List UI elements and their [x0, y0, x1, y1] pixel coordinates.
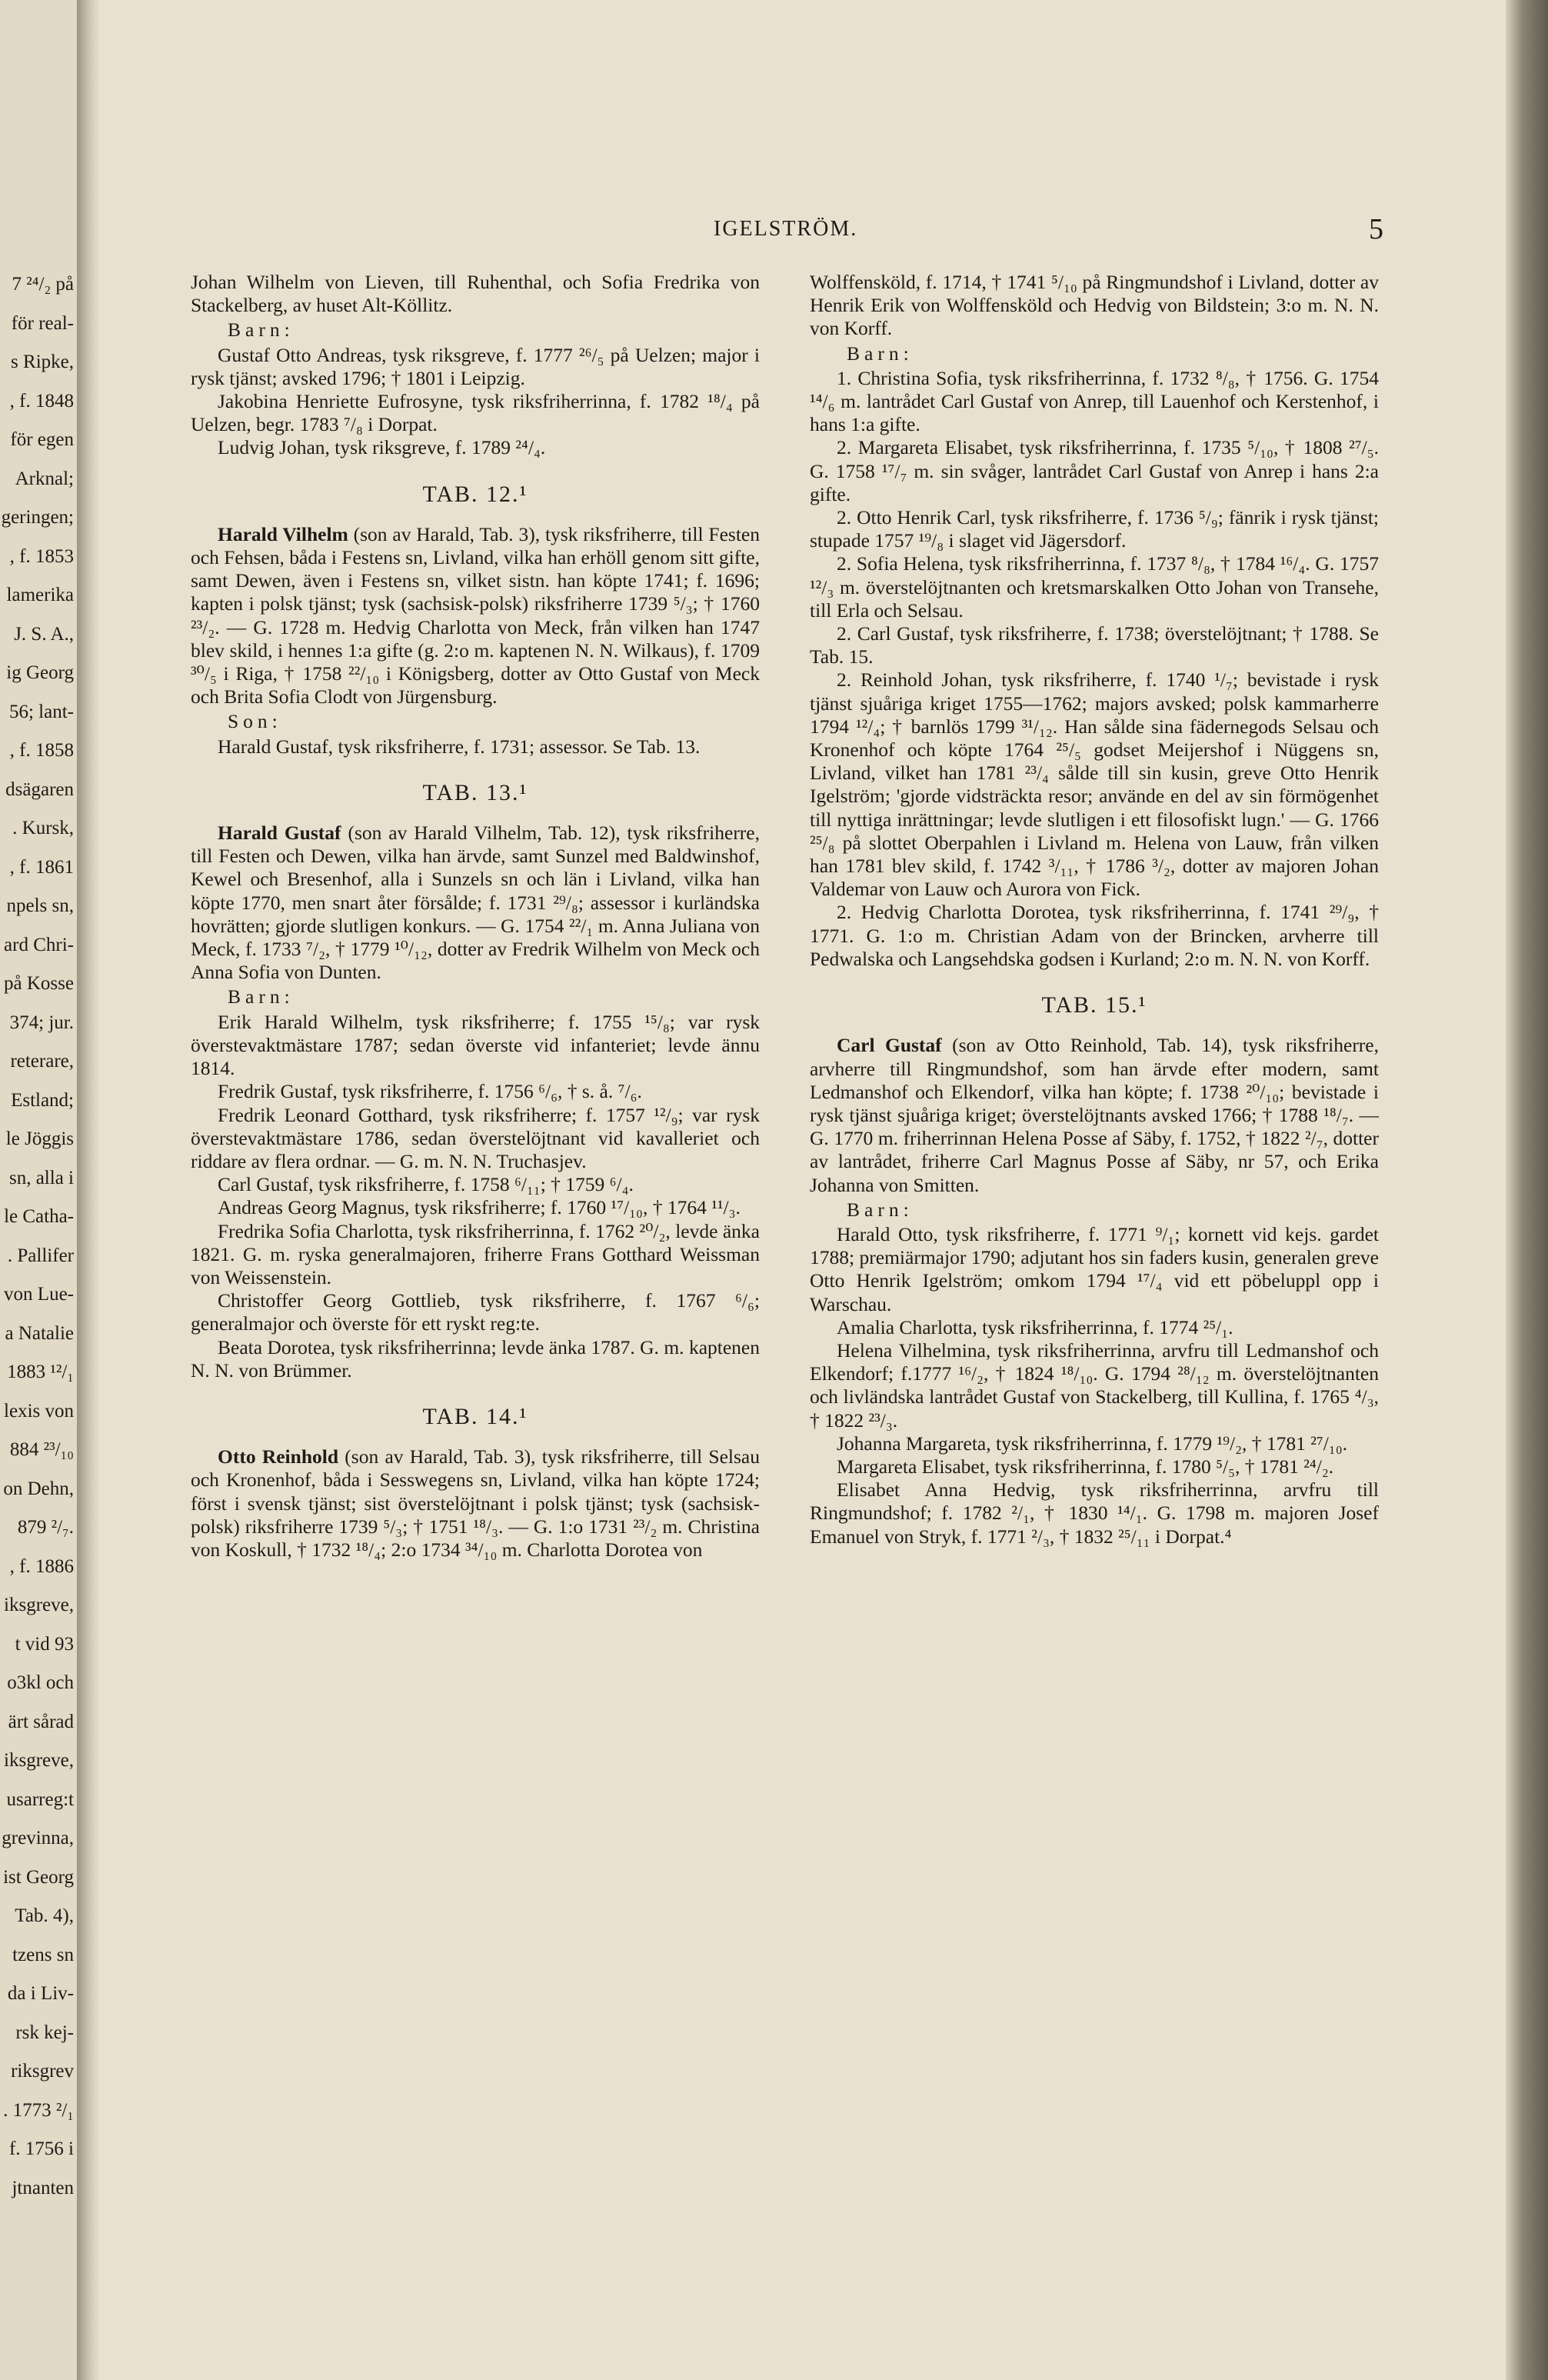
- paragraph-text: Wolffensköld, f. 1714, † 1741 ⁵/₁₀ på Ringmundshof i Livland, dotter av Henrik Erik von Wolffensköld och Hedvig von Bildstein; 3:o m. N. N. von Korff.: [810, 271, 1379, 340]
- book-page: [98, 0, 1506, 2380]
- paragraph-text: Fredrik Leonard Gotthard, tysk riksfriherre; f. 1757 ¹²/₉; var rysk överstevaktmästare 1786, sedan överstelöjtnant vid kavalleriet och riddare av flera ordnar. — G. m. N. N. Truchasjev.: [191, 1103, 760, 1172]
- genealogy-paragraph: [191, 271, 760, 317]
- genealogy-paragraph: [191, 735, 760, 758]
- page-edge: [1506, 0, 1548, 2380]
- genealogy-paragraph: [810, 1223, 1379, 1316]
- paragraph-text: Erik Harald Wilhelm, tysk riksfriherre; f. 1755 ¹⁵/₈; var rysk överstevaktmästare 1787; sedan överste vid infanteriet; levde ännu 1814.: [191, 1010, 760, 1080]
- running-header: IGELSTRÖM.: [714, 217, 858, 241]
- genealogy-paragraph: [810, 1316, 1379, 1339]
- adjacent-page-text: . Pallifer: [7, 1245, 74, 1266]
- adjacent-page-text: ard Chri-: [4, 934, 74, 955]
- adjacent-page-text: Arknal;: [15, 468, 74, 489]
- adjacent-page-text: , f. 1853: [9, 545, 74, 567]
- adjacent-page-text: , f. 1886: [9, 1555, 74, 1577]
- adjacent-page-text: le Jöggis: [5, 1128, 74, 1149]
- person-name: Harald Vilhelm: [218, 522, 348, 545]
- genealogy-paragraph: [191, 822, 760, 984]
- adjacent-page-text: s Ripke,: [11, 352, 74, 372]
- genealogy-paragraph: [810, 552, 1379, 622]
- left-column: [191, 271, 760, 1562]
- adjacent-page-text: lexis von: [4, 1400, 74, 1422]
- paragraph-text: 2. Reinhold Johan, tysk riksfriherre, f. 1740 ¹/₇; bevistade i rysk tjänst sjuåriga kriget 1755—1762; majors avsked; polsk kammarherre 1794 ¹²/₄; † barnlös 1799 ³¹/₁₂. Han sålde sina fädernegods Selsau och Kronenhof och köpte 1764 ²⁵/₅ godset Meijershof i Nüggens sn, Livland, vilket han 1781 ²³/₄ sålde till sin kusin, greve Otto Henrik Igelström; 'gjorde vidsträckta resor; använde en del av sin förmögenhet till nyttiga inrättningar; levde slutligen i ett filosofiskt lugn.' — G. 1766 ²⁵/₈ på slottet Oberpahlen i Livland m. Helena von Lauw, från vilken han 1781 blev skild, f. 1742 ³/₁₁, † 1786 ³/₂, dotter av majoren Johan Valdemar von Lauw och Aurora von Fick.: [810, 668, 1379, 901]
- adjacent-page-text: . Kursk,: [12, 818, 74, 838]
- genealogy-paragraph: [191, 1080, 760, 1103]
- genealogy-paragraph: [191, 1173, 760, 1196]
- genealogy-paragraph: [191, 344, 760, 390]
- children-subheading: Barn:: [847, 342, 914, 365]
- adjacent-page-text: , f. 1861: [9, 856, 74, 878]
- adjacent-page-text: reterare,: [10, 1051, 74, 1072]
- adjacent-page-text: a Natalie: [5, 1322, 74, 1344]
- paragraph-text: 1. Christina Sofia, tysk riksfriherrinna, f. 1732 ⁸/₈, † 1756. G. 1754 ¹⁴/₆ m. lantrådet Carl Gustaf von Anrep, till Lauenhof och Kerstenhof, i hans 1:a gifte.: [810, 366, 1379, 436]
- page-number: 5: [1369, 213, 1383, 245]
- genealogy-paragraph: [810, 901, 1379, 971]
- paragraph-text: Gustaf Otto Andreas, tysk riksgreve, f. 1777 ²⁶/₅ på Uelzen; major i rysk tjänst; avsked 1796; † 1801 i Leipzig.: [191, 343, 760, 389]
- adjacent-page-text: 1883 ¹²/₁: [7, 1362, 74, 1382]
- genealogy-paragraph: [810, 436, 1379, 506]
- paragraph-text: Fredrika Sofia Charlotta, tysk riksfriherrinna, f. 1762 ²⁰/₂, levde änka 1821. G. m. ryska generalmajoren, friherre Frans Gotthard Weissman von Weissenstein.: [191, 1219, 760, 1288]
- adjacent-page-text: geringen;: [1, 507, 74, 528]
- adjacent-page-text: 879 ²/₇.: [17, 1517, 74, 1538]
- genealogy-paragraph: [191, 436, 760, 459]
- table-heading: TAB. 12.¹: [422, 481, 528, 507]
- adjacent-page-text: ist Georg: [3, 1866, 74, 1888]
- adjacent-page-text: lamerika: [6, 585, 74, 605]
- adjacent-page-text: 7 ²⁴/₂ på: [12, 274, 74, 295]
- paragraph-text: 2. Hedvig Charlotta Dorotea, tysk riksfriherrinna, f. 1741 ²⁹/₉, † 1771. G. 1:o m. Christian Adam von der Brincken, arvherre till Pedwalska och Langsehdska godsen i Kurland; 2:o m. N. N. von Korff.: [810, 901, 1379, 970]
- adjacent-page-text: för real-: [11, 312, 74, 334]
- adjacent-page-text: usarreg:t: [6, 1788, 74, 1810]
- adjacent-page-text: 374; jur.: [9, 1012, 74, 1033]
- adjacent-page-text: iksgreve,: [4, 1595, 74, 1615]
- table-heading: TAB. 14.¹: [422, 1403, 528, 1429]
- adjacent-page-text: Tab. 4),: [15, 1905, 74, 1926]
- adjacent-page-text: o3kl och: [7, 1672, 74, 1693]
- right-column: [810, 271, 1379, 1548]
- paragraph-text: 2. Sofia Helena, tysk riksfriherrinna, f. 1737 ⁸/₈, † 1784 ¹⁶/₄. G. 1757 ¹²/₃ m. överstelöjtnanten och kretsmarskalken Otto Johan von Transehe, till Erla och Selsau.: [810, 552, 1379, 622]
- adjacent-page-text: rsk kej-: [15, 2022, 74, 2043]
- paragraph-text: Carl Gustaf, tysk riksfriherre, f. 1758 ⁶/₁₁; † 1759 ⁶/₄.: [218, 1173, 634, 1196]
- paragraph-text: 2. Margareta Elisabet, tysk riksfriherrinna, f. 1735 ⁵/₁₀, † 1808 ²⁷/₅. G. 1758 ¹⁷/₇ m. sin svåger, lantrådet Carl Gustaf von Anrep i hans 2:a gifte.: [810, 436, 1379, 505]
- children-subheading: Barn:: [228, 985, 295, 1008]
- paragraph-text: 2. Otto Henrik Carl, tysk riksfriherre, f. 1736 ⁵/₉; fänrik i rysk tjänst; stupade 1757 ¹⁹/₈ i slaget vid Jägersdorf.: [810, 506, 1379, 552]
- genealogy-paragraph: [191, 523, 760, 709]
- paragraph-text: Jakobina Henriette Eufrosyne, tysk riksfriherrinna, f. 1782 ¹⁸/₄ på Uelzen, begr. 1783 ⁷/₈ i Dorpat.: [191, 390, 760, 436]
- genealogy-paragraph: [810, 1455, 1379, 1478]
- person-name: Harald Gustaf: [218, 822, 341, 845]
- adjacent-page-text: ig Georg: [6, 662, 74, 683]
- genealogy-paragraph: [810, 1034, 1379, 1196]
- person-name: Carl Gustaf: [837, 1034, 942, 1057]
- genealogy-paragraph: [810, 622, 1379, 668]
- adjacent-page-text: 56; lant-: [8, 701, 74, 722]
- adjacent-page-text: da i Liv-: [7, 1983, 74, 2004]
- adjacent-page-text: jtnanten: [12, 2177, 74, 2198]
- genealogy-paragraph: [191, 390, 760, 436]
- paragraph-text: Johan Wilhelm von Lieven, till Ruhenthal, och Sofia Fredrika von Stackelberg, av huset Alt-Köllitz.: [191, 271, 760, 317]
- genealogy-paragraph: [191, 1445, 760, 1562]
- book-gutter: [77, 0, 98, 2380]
- genealogy-paragraph: [191, 1220, 760, 1290]
- adjacent-page-text: 884 ²³/₁₀: [9, 1439, 74, 1460]
- adjacent-page-text: le Catha-: [4, 1206, 74, 1227]
- genealogy-paragraph: [191, 1289, 760, 1335]
- adjacent-page-text: , f. 1858: [9, 740, 74, 761]
- adjacent-page-text: on Dehn,: [3, 1478, 74, 1499]
- adjacent-page-text: iksgreve,: [4, 1750, 74, 1771]
- paragraph-text: Ludvig Johan, tysk riksgreve, f. 1789 ²⁴/₄.: [218, 436, 546, 459]
- adjacent-page-text: ärt sårad: [8, 1711, 74, 1732]
- person-name: Otto Reinhold: [218, 1445, 339, 1468]
- paragraph-text: (son av Otto Reinhold, Tab. 14), tysk riksfriherre, arvherre till Ringmundshof, som han ärvde efter modern, samt Ledmanshof och Elkendorf, vilka han köpte; f. 1738 ²⁰/₁₀; bevistade i rysk tjänst sjuåriga kriget; överstelöjtnants avsked 1766; † 1788 ¹⁸/₇. — G. 1770 m. friherrinnan Helena Posse af Säby, f. 1752, † 1822 ²/₇, dotter av lantrådet, friherre Carl Magnus Posse af Säby, nr 57, och Erika Johanna von Smitten.: [810, 1034, 1379, 1196]
- adjacent-page-text: von Lue-: [4, 1284, 74, 1305]
- children-subheading: Barn:: [228, 318, 295, 342]
- adjacent-page-text: J. S. A.,: [14, 623, 74, 645]
- genealogy-paragraph: [191, 1104, 760, 1174]
- adjacent-page-text: t vid 93: [15, 1633, 74, 1655]
- genealogy-paragraph: [810, 367, 1379, 437]
- paragraph-text: 2. Carl Gustaf, tysk riksfriherre, f. 1738; överstelöjtnant; † 1788. Se Tab. 15.: [810, 622, 1379, 668]
- adjacent-page-text: på Kosse: [4, 973, 74, 994]
- paragraph-text: Johanna Margareta, tysk riksfriherrinna, f. 1779 ¹⁹/₂, † 1781 ²⁷/₁₀.: [837, 1432, 1348, 1455]
- paragraph-text: (son av Harald Vilhelm, Tab. 12), tysk riksfriherre, till Festen och Dewen, vilka han ärvde, samt Sunzel med Baldwinshof, Kewel och Bresenhof, alla i Sunzels sn och län i Livland, vilka han köpte 1770, men snart åter försålde; f. 1731 ²⁹/₈; assessor i kurländska hovrätten; gjorde slutligen konkurs. — G. 1754 ²²/₁ m. Anna Juliana von Meck, f. 1733 ⁷/₂, † 1779 ¹⁰/₁₂, dotter av Fredrik Wilhelm von Meck och Anna Sofia von Dunten.: [191, 822, 760, 984]
- adjacent-page-text: f. 1756 i: [8, 2138, 74, 2159]
- paragraph-text: (son av Harald, Tab. 3), tysk riksfriherre, till Festen och Fehsen, båda i Festens sn, Livland, vilka han erhöll genom sitt gifte, samt Dewen, även i Festens sn, vilket sistn. han köpte 1741; f. 1696; kapten i polsk tjänst; tysk (sachsisk-polsk) riksfriherre 1739 ⁵/₃; † 1760 ²³/₂. — G. 1728 m. Hedvig Charlotta von Meck, från vilken han 1747 blev skild, i hennes 1:a gifte (g. 2:o m. kaptenen N. N. Wilkaus), f. 1709 ³⁰/₅ i Riga, † 1758 ²²/₁₀ i Königsberg, dotter av Otto Gustaf von Meck och Brita Sofia Clodt von Jürgensburg.: [191, 522, 760, 708]
- adjacent-page-text: . 1773 ²/₁: [3, 2099, 74, 2121]
- paragraph-text: Amalia Charlotta, tysk riksfriherrinna, f. 1774 ²⁵/₁.: [837, 1315, 1233, 1338]
- genealogy-paragraph: [810, 668, 1379, 901]
- genealogy-paragraph: [191, 1196, 760, 1219]
- adjacent-page-text: grevinna,: [2, 1828, 74, 1848]
- genealogy-paragraph: [810, 271, 1379, 341]
- genealogy-paragraph: [810, 1339, 1379, 1432]
- adjacent-page-text: , f. 1848: [9, 390, 74, 412]
- table-heading: TAB. 13.¹: [422, 779, 528, 805]
- adjacent-page-text: npels sn,: [6, 895, 74, 916]
- adjacent-page-text: Estland;: [11, 1089, 74, 1111]
- children-subheading: Barn:: [847, 1198, 914, 1221]
- adjacent-page-text: för egen: [10, 429, 74, 450]
- children-subheading: Son:: [228, 710, 282, 733]
- genealogy-paragraph: [191, 1336, 760, 1382]
- paragraph-text: (son av Harald, Tab. 3), tysk riksfriherre, till Selsau och Kronenhof, båda i Sesswegens sn, Livland, vilka han köpte 1724; först i svensk tjänst; sist överstelöjtnant i polsk tjänst; tysk (sachsisk-polsk) riksfriherre 1739 ⁵/₃; † 1751 ¹⁸/₃. — G. 1:o 1731 ²³/₂ m. Christina von Koskull, † 1732 ¹⁸/₄; 2:o 1734 ³⁴/₁₀ m. Charlotta Dorotea von: [191, 1445, 760, 1561]
- paragraph-text: Helena Vilhelmina, tysk riksfriherrinna, arvfru till Ledmanshof och Elkendorf; f.1777 ¹⁶/₂, † 1824 ¹⁸/₁₀. G. 1794 ²⁸/₁₂ m. överstelöjtnanten och livländska lantrådet Gustaf von Stackelberg, till Kullina, f. 1765 ⁴/₃, † 1822 ²³/₃.: [810, 1338, 1379, 1432]
- adjacent-page-text: sn, alla i: [8, 1167, 74, 1188]
- paragraph-text: Andreas Georg Magnus, tysk riksfriherre; f. 1760 ¹⁷/₁₀, † 1764 ¹¹/₃.: [218, 1196, 741, 1219]
- genealogy-paragraph: [810, 1478, 1379, 1548]
- paragraph-text: Fredrik Gustaf, tysk riksfriherre, f. 1756 ⁶/₆, † s. å. ⁷/₆.: [218, 1080, 642, 1103]
- genealogy-paragraph: [191, 1011, 760, 1081]
- table-heading: TAB. 15.¹: [1041, 992, 1147, 1018]
- genealogy-paragraph: [810, 506, 1379, 552]
- paragraph-text: Harald Gustaf, tysk riksfriherre, f. 1731; assessor. Se Tab. 13.: [218, 735, 701, 758]
- adjacent-page-fragment: [0, 0, 77, 2380]
- paragraph-text: Beata Dorotea, tysk riksfriherrinna; levde änka 1787. G. m. kaptenen N. N. von Brümmer.: [191, 1335, 760, 1382]
- paragraph-text: Margareta Elisabet, tysk riksfriherrinna, f. 1780 ⁵/₅, † 1781 ²⁴/₂.: [837, 1455, 1334, 1478]
- adjacent-page-text: tzens sn: [12, 1944, 74, 1965]
- paragraph-text: Elisabet Anna Hedvig, tysk riksfriherrinna, arvfru till Ringmundshof; f. 1782 ²/₁, † 1830 ¹⁴/₁. G. 1798 m. majoren Josef Emanuel von Stryk, f. 1771 ²/₃, † 1832 ²⁵/₁₁ i Dorpat.⁴: [810, 1478, 1379, 1548]
- paragraph-text: Christoffer Georg Gottlieb, tysk riksfriherre, f. 1767 ⁶/₆; generalmajor och överste för ett ryskt reg:te.: [191, 1289, 760, 1335]
- paragraph-text: Harald Otto, tysk riksfriherre, f. 1771 ⁹/₁; kornett vid kejs. gardet 1788; premiärmajor 1790; adjutant hos sin faders kusin, generalen greve Otto Henrik Igelström; omkom 1794 ¹⁷/₄ vid ett pöbeluppl opp i Warschau.: [810, 1222, 1379, 1315]
- adjacent-page-text: riksgrev: [11, 2061, 74, 2082]
- genealogy-paragraph: [810, 1432, 1379, 1455]
- adjacent-page-text: dsägaren: [5, 778, 74, 800]
